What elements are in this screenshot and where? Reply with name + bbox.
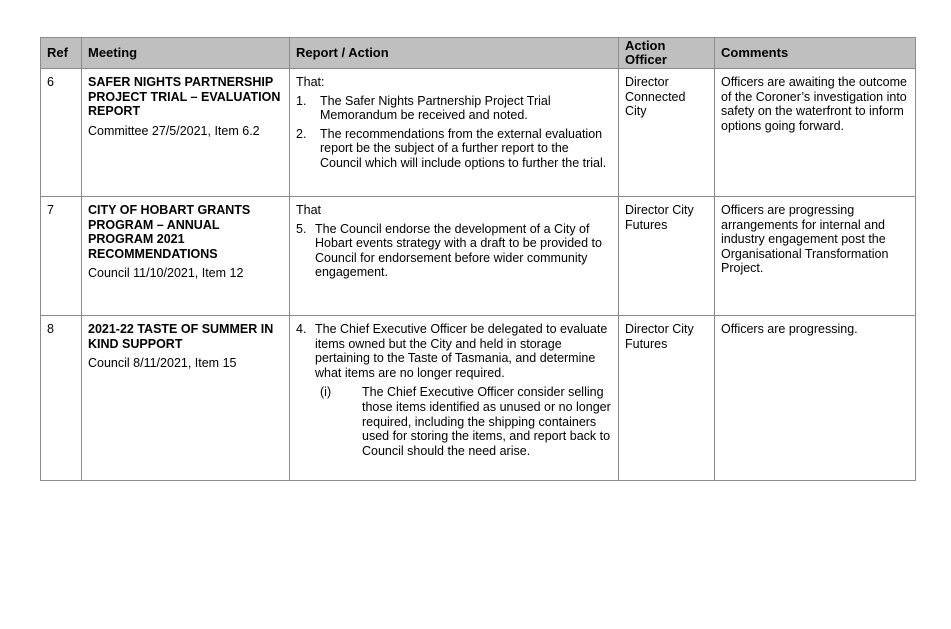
meeting-reference: Council 11/10/2021, Item 12 [88,266,244,281]
report-item-number: 2. [296,126,307,141]
header-comments: Comments [715,38,916,69]
cell-comments: Officers are awaiting the outcome of the Coroner’s investigation into safety on the waterfront to inform options going forward. [715,69,916,197]
report-sub-item-number: (i) [320,385,332,400]
cell-report-action [290,316,619,481]
header-action-officer: Action Officer [619,38,715,69]
report-item-text: The Chief Executive Officer be delegated to evaluate items owned but the City and held in storage pertaining to the Taste of Tasmania, and determine what items are no longer required. [315,322,608,380]
cell-ref: 8 [41,316,82,481]
header-ref: Ref [41,38,82,69]
report-sub-item [320,385,612,458]
table-row [41,316,916,481]
report-item-text: The Council endorse the development of a City of Hobart events strategy with a draft to be provided to Council for endorsement before wider community engagement. [315,221,602,280]
report-item-number: 5. [296,221,307,236]
meeting-reference: Committee 27/5/2021, Item 6.2 [88,123,260,138]
report-item [296,222,612,280]
table-row [41,197,916,316]
report-item [296,127,612,171]
table-header-row [41,38,916,69]
cell-action-officer: Director Connected City [619,69,715,197]
cell-report-action [290,69,619,197]
report-intro: That: [296,75,325,89]
cell-action-officer: Director City Futures [619,316,715,481]
cell-ref: 6 [41,69,82,197]
report-sub-item-text: The Chief Executive Officer consider selling those items identified as unused or no longer required, including the shipping containers used for storing the items, and report back to Council should the need arise. [362,385,611,458]
report-item [296,322,612,380]
meeting-reference: Council 8/11/2021, Item 15 [88,356,237,371]
table-row [41,69,916,197]
action-table [40,37,916,481]
report-item-number: 4. [296,322,307,336]
meeting-title: 2021-22 TASTE OF SUMMER IN KIND SUPPORT [88,322,274,351]
report-item-text: The recommendations from the external evaluation report be the subject of a further report to the Council which will include options to further the trial. [320,126,607,170]
meeting-title: SAFER NIGHTS PARTNERSHIP PROJECT TRIAL – EVALUATION REPORT [88,75,281,119]
report-item-number: 1. [296,93,307,108]
report-item-text: The Safer Nights Partnership Project Trial Memorandum be received and noted. [320,93,551,123]
report-intro: That [296,203,322,217]
cell-meeting [82,316,290,481]
report-item [296,94,612,123]
cell-action-officer: Director City Futures [619,197,715,316]
meeting-title: CITY OF HOBART GRANTS PROGRAM – ANNUAL PROGRAM 2021 RECOMMENDATIONS [88,203,251,261]
cell-comments: Officers are progressing. [715,316,916,481]
cell-meeting [82,69,290,197]
cell-comments: Officers are progressing arrangements for internal and industry engagement post the Organisational Transformation Project. [715,197,916,316]
cell-ref: 7 [41,197,82,316]
header-meeting: Meeting [82,38,290,69]
cell-report-action [290,197,619,316]
cell-meeting [82,197,290,316]
header-report-action: Report / Action [290,38,619,69]
